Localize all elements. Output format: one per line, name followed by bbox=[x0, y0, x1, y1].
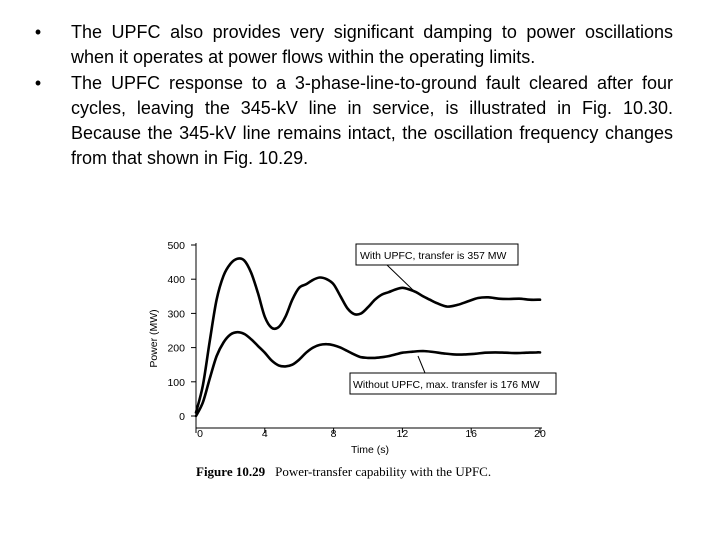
x-tick-label: 0 bbox=[197, 428, 203, 440]
x-tick-label: 4 bbox=[261, 428, 268, 440]
annotation-with-upfc: With UPFC, transfer is 357 MW bbox=[360, 250, 507, 262]
y-tick-label: 200 bbox=[167, 342, 185, 355]
figure-number: Figure 10.29 bbox=[196, 464, 266, 479]
y-tick-label: 500 bbox=[167, 240, 185, 252]
bullet-marker: • bbox=[34, 73, 42, 93]
y-axis-title: Power (MW) bbox=[148, 309, 160, 368]
y-tick-label: 100 bbox=[167, 376, 185, 389]
x-tick-label: 12 bbox=[396, 428, 409, 440]
figure-caption bbox=[196, 464, 491, 480]
x-tick-label: 16 bbox=[465, 428, 478, 440]
y-tick-label: 300 bbox=[167, 308, 185, 321]
x-axis-title: Time (s) bbox=[350, 444, 390, 456]
x-tick-label: 8 bbox=[330, 428, 337, 440]
bullet-text-2: The UPFC response to a 3-phase-line-to-ground fault cleared after four cycles, leaving the 345-kV line in service, is illustrated in Fig. 10.30. Because the 345-kV line remains intact, the oscillation frequency changes from that shown in Fig. 10.29. bbox=[71, 73, 673, 168]
figure-caption-text: Power-transfer capability with the UPFC. bbox=[275, 464, 492, 479]
annotation-leader-without-upfc bbox=[418, 356, 425, 373]
annotation-without-upfc: Without UPFC, max. transfer is 176 MW bbox=[353, 379, 540, 391]
x-tick-label: 20 bbox=[534, 428, 546, 440]
bullet-marker: • bbox=[34, 22, 42, 42]
y-tick-label: 400 bbox=[167, 274, 185, 287]
y-tick-label: 0 bbox=[179, 411, 185, 423]
bullet-text-1: The UPFC also provides very significant damping to power oscillations when it operates at power flows within the operating limits. bbox=[71, 22, 673, 67]
